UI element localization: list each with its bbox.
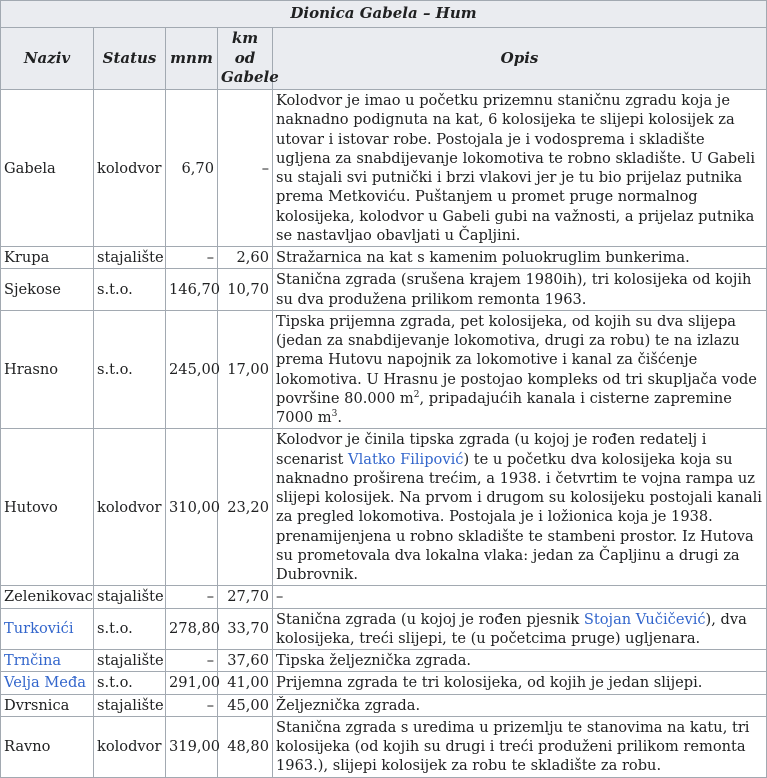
- description-text: ), dva kolosijeka, treći slijepi, te (u početcima pruge) ugljenara.: [276, 610, 747, 647]
- status-cell: stajalište: [94, 694, 166, 716]
- superscript: 3: [331, 409, 338, 420]
- status-cell: stajalište: [94, 247, 166, 269]
- station-name-cell: Gabela: [1, 90, 94, 247]
- km-cell: 41,00: [218, 672, 273, 694]
- mnm-cell: 146,70: [166, 269, 218, 311]
- description-text: Tipska prijemna zgrada, pet kolosijeka, od kojih su dva slijepa (jedan za snabdijevanje lokomotiva, drugi za robu) te na izlazu prema Hutovu napojnik za lokomotive i kanal za čišćenje lokomotiva. U Hrasnu je postojao kompleks od tri skupljača vode površine 80.000 m: [276, 312, 757, 407]
- station-name-link[interactable]: Velja Međa: [4, 674, 86, 692]
- table-row: [1, 608, 767, 650]
- status-cell: kolodvor: [94, 429, 166, 586]
- description-text: .: [337, 409, 342, 427]
- station-name-cell: Sjekose: [1, 269, 94, 311]
- description-text: Stanična zgrada (u kojoj je rođen pjesnik: [276, 610, 584, 628]
- station-name-link[interactable]: Turkovići: [4, 620, 74, 638]
- km-cell: 2,60: [218, 247, 273, 269]
- description-text: Kolodvor je imao u početku prizemnu staničnu zgradu koja je naknadno podignuta na kat, 6 kolosijeka te slijepi kolosijek za utovar i istovar robe. Postojala je i vodosprema i skladište ugljena za snabdijevanje lokomotiva te robno skladište. U Gabeli su stajali svi putnički i brzi vlakovi jer je tu bio prijelaz putnika prema Metkoviću. Puštanjem u promet pruge normalnog kolosijeka, kolodvor u Gabeli gubi na važnosti, a prijelaz putnika se nastavljao obavljati u Čapljini.: [276, 92, 756, 244]
- station-name-cell: Krupa: [1, 247, 94, 269]
- table-row: [1, 672, 767, 694]
- description-cell: [273, 247, 767, 269]
- table-row: [1, 694, 767, 716]
- description-cell: [273, 672, 767, 694]
- header-mnm: mnm: [166, 27, 218, 89]
- description-text: Stanična zgrada s uredima u prizemlju te stanovima na katu, tri kolosijeka (od kojih su drugi i treći produženi prilikom remonta 1963.), slijepi kolosijek za robu te skladište za robu.: [276, 718, 750, 775]
- km-cell: 10,70: [218, 269, 273, 311]
- description-cell: [273, 716, 767, 777]
- km-cell: 48,80: [218, 716, 273, 777]
- mnm-cell: 310,00: [166, 429, 218, 586]
- status-cell: s.t.o.: [94, 310, 166, 429]
- station-name-cell: Zelenikovac: [1, 586, 94, 608]
- km-cell: 27,70: [218, 586, 273, 608]
- mnm-cell: 291,00: [166, 672, 218, 694]
- description-text: –: [276, 588, 284, 606]
- table-row: [1, 269, 767, 311]
- description-cell: [273, 694, 767, 716]
- description-cell: [273, 269, 767, 311]
- header-km: [218, 27, 279, 89]
- table-row: [1, 429, 767, 586]
- description-cell: [273, 310, 767, 429]
- header-km-line2: Gabele: [221, 68, 279, 87]
- description-text: , pripadajućih kanala i cisterne zapremine 7000 m: [276, 389, 732, 427]
- description-cell: [273, 586, 767, 608]
- person-link[interactable]: Vlatko Filipović: [348, 450, 464, 468]
- description-text: ) te u početku dva kolosijeka koja su naknadno proširena trećim, a 1938. i četvrtim te vojna rampa uz slijepi kolosijek. Na prvom i drugom su kolosijeku postojali kanali za pregled lokomotiva. Postojala je i ložionica koja je 1938. prenamijenjena u robno skladište te stambeni prostor. Iz Hutova su prometovala dva lokalna vlaka: jedan za Čapljinu a drugi za Dubrovnik.: [276, 450, 762, 584]
- station-name-cell: [1, 608, 94, 650]
- table-row: [1, 247, 767, 269]
- description-cell: [273, 90, 767, 247]
- table-body: [1, 90, 767, 778]
- description-text: Tipska željeznička zgrada.: [276, 652, 472, 670]
- table-row: [1, 716, 767, 777]
- station-name-link[interactable]: Trnčina: [4, 652, 62, 670]
- status-cell: stajalište: [94, 650, 166, 672]
- status-cell: s.t.o.: [94, 269, 166, 311]
- km-cell: 17,00: [218, 310, 273, 429]
- station-name-cell: Hutovo: [1, 429, 94, 586]
- station-name-cell: [1, 650, 94, 672]
- header-km-line1: km od: [231, 28, 259, 67]
- mnm-cell: –: [166, 694, 218, 716]
- mnm-cell: –: [166, 586, 218, 608]
- description-text: Stanična zgrada (srušena krajem 1980ih), tri kolosijeka od kojih su dva produžena prilikom remonta 1963.: [276, 271, 752, 308]
- km-cell: 33,70: [218, 608, 273, 650]
- km-cell: –: [218, 90, 273, 247]
- km-cell: 45,00: [218, 694, 273, 716]
- description-cell: [273, 608, 767, 650]
- mnm-cell: 278,80: [166, 608, 218, 650]
- description-text: Željeznička zgrada.: [276, 696, 421, 714]
- description-text: Prijemna zgrada te tri kolosijeka, od kojih je jedan slijepi.: [276, 674, 703, 692]
- status-cell: s.t.o.: [94, 672, 166, 694]
- table-row: [1, 586, 767, 608]
- table-row: [1, 90, 767, 247]
- status-cell: kolodvor: [94, 90, 166, 247]
- station-name-cell: [1, 672, 94, 694]
- mnm-cell: –: [166, 650, 218, 672]
- description-cell: [273, 650, 767, 672]
- superscript: 2: [413, 390, 420, 401]
- header-row: [1, 27, 767, 89]
- mnm-cell: 245,00: [166, 310, 218, 429]
- station-name-cell: Dvrsnica: [1, 694, 94, 716]
- header-status: Status: [94, 27, 166, 89]
- status-cell: kolodvor: [94, 716, 166, 777]
- station-name-cell: Hrasno: [1, 310, 94, 429]
- km-cell: 23,20: [218, 429, 273, 586]
- mnm-cell: 319,00: [166, 716, 218, 777]
- mnm-cell: –: [166, 247, 218, 269]
- table-row: [1, 650, 767, 672]
- description-text: Stražarnica na kat s kamenim poluokruglim bunkerima.: [276, 249, 690, 267]
- description-cell: [273, 429, 767, 586]
- table-caption: Dionica Gabela – Hum: [0, 0, 767, 27]
- status-cell: stajalište: [94, 586, 166, 608]
- station-name-cell: Ravno: [1, 716, 94, 777]
- status-cell: s.t.o.: [94, 608, 166, 650]
- km-cell: 37,60: [218, 650, 273, 672]
- table-row: [1, 310, 767, 429]
- header-naziv: Naziv: [1, 27, 94, 89]
- description-text: Kolodvor je činila tipska zgrada (u kojoj je rođen redatelj i scenarist: [276, 431, 707, 468]
- mnm-cell: 6,70: [166, 90, 218, 247]
- header-opis: Opis: [273, 27, 767, 89]
- person-link[interactable]: Stojan Vučičević: [583, 610, 706, 628]
